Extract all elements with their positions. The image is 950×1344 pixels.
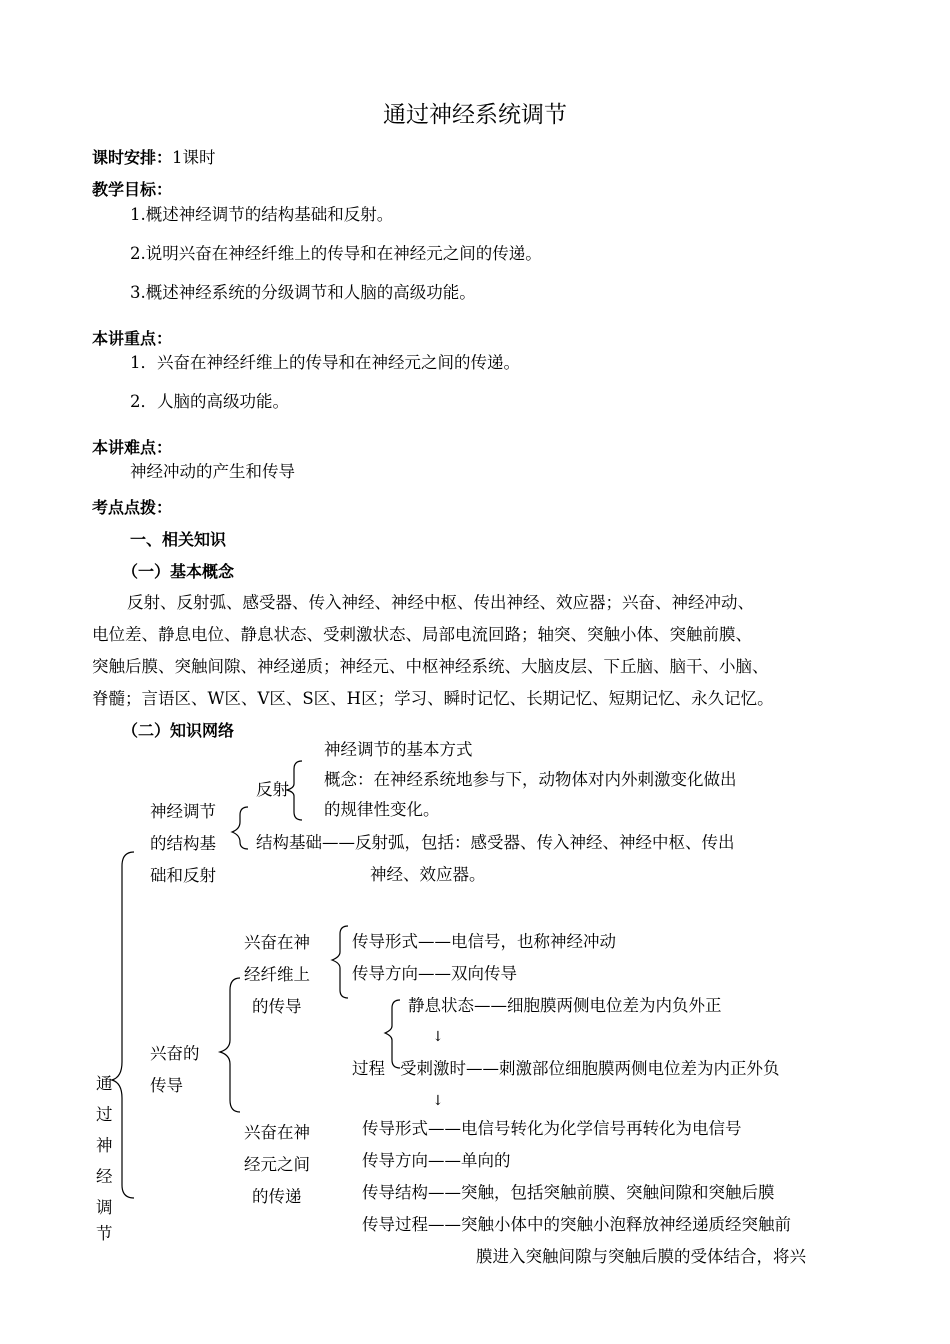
subsection-heading: （二）知识网络 [122, 721, 235, 740]
branch1-label: 神经调节 [150, 802, 216, 821]
objective-item: 1.概述神经调节的结构基础和反射。 [130, 205, 394, 224]
concepts-line: 电位差、静息电位、静息状态、受刺激状态、局部电流回路；轴突、突触小体、突触前膜、 [92, 625, 752, 644]
objective-item: 3.概述神经系统的分级调节和人脑的高级功能。 [130, 283, 476, 302]
neuron-label: 兴奋在神 [244, 1123, 310, 1142]
neuron-form-text: 传导形式——电信号转化为化学信号再转化为电信号 [362, 1119, 742, 1138]
branch2-label: 兴奋的 [150, 1044, 200, 1063]
reflex-brace [287, 761, 302, 820]
objective-item: 2.说明兴奋在神经纤维上的传导和在神经元之间的传递。 [130, 244, 542, 263]
structure-text: 结构基础——反射弧，包括：感受器、传入神经、神经中枢、传出 [256, 833, 735, 852]
branch1-label: 础和反射 [150, 866, 216, 885]
root-char-cut: 节 [96, 1224, 113, 1243]
concept-text: 概念：在神经系统地参与下，动物体对内外刺激变化做出 [324, 770, 737, 789]
branch2-brace [220, 978, 240, 1112]
branch1-brace [232, 807, 248, 849]
concepts-line: 反射、反射弧、感受器、传入神经、神经中枢、传出神经、效应器；兴奋、神经冲动、 [127, 593, 754, 612]
neuron-direction-text: 传导方向——单向的 [362, 1151, 511, 1170]
structure-text: 神经、效应器。 [370, 865, 486, 884]
process-brace [385, 1000, 400, 1068]
root-char: 神 [96, 1136, 113, 1155]
stimulated-text: 受刺激时——刺激部位细胞膜两侧电位差为内正外负 [400, 1059, 780, 1078]
objectives-label: 教学目标： [92, 180, 173, 199]
key-point-item: 2．人脑的高级功能。 [130, 392, 289, 411]
neuron-structure-text: 传导结构——突触，包括突触前膜、突触间隙和突触后膜 [362, 1183, 775, 1202]
fiber-direction-text: 传导方向——双向传导 [352, 964, 517, 983]
root-char: 调 [96, 1198, 113, 1217]
section-heading: 一、相关知识 [130, 530, 227, 549]
reflex-label: 反射 [256, 780, 289, 799]
concept-text: 的规律性变化。 [324, 800, 440, 819]
fiber-label: 经纤维上 [244, 965, 310, 984]
schedule-value: 1课时 [172, 148, 216, 167]
neuron-label: 经元之间 [244, 1155, 310, 1174]
concepts-line: 突触后膜、突触间隙、神经递质；神经元、中枢神经系统、大脑皮层、下丘脑、脑干、小脑、 [92, 657, 769, 676]
neuron-process-text: 传导过程——突触小体中的突触小泡释放神经递质经突触前 [362, 1215, 791, 1234]
concepts-line: 脊髓；言语区、W区、V区、S区、H区；学习、瞬时记忆、长期记忆、短期记忆、永久记忆。 [92, 689, 774, 708]
subsection-heading: （一）基本概念 [122, 562, 235, 581]
neuron-label: 的传递 [252, 1187, 302, 1206]
difficulty-text: 神经冲动的产生和传导 [130, 462, 295, 481]
rest-state-text: 静息状态——细胞膜两侧电位差为内负外正 [408, 996, 722, 1015]
branch1-label: 的结构基 [150, 834, 216, 853]
fiber-label: 兴奋在神 [244, 933, 310, 952]
branch2-label: 传导 [150, 1076, 183, 1095]
page-title: 通过神经系统调节 [383, 102, 567, 128]
root-char: 经 [96, 1167, 113, 1186]
fiber-form-text: 传导形式——电信号，也称神经冲动 [352, 932, 616, 951]
neuron-process-text: 膜进入突触间隙与突触后膜的受体结合，将兴 [476, 1247, 806, 1266]
schedule-label: 课时安排： [92, 148, 173, 167]
down-arrow-icon: ↓ [432, 1029, 444, 1045]
basic-mode-text: 神经调节的基本方式 [324, 740, 473, 759]
exam-label: 考点点拨： [92, 498, 173, 517]
root-char: 过 [96, 1105, 113, 1124]
process-label: 过程 [352, 1059, 385, 1078]
key-points-label: 本讲重点： [92, 329, 173, 348]
difficulty-label: 本讲难点： [92, 438, 173, 457]
key-point-item: 1．兴奋在神经纤维上的传导和在神经元之间的传递。 [130, 353, 520, 372]
root-char: 通 [96, 1074, 113, 1093]
network-root [96, 1068, 116, 1223]
fiber-label: 的传导 [252, 997, 302, 1016]
fiber-brace [332, 926, 348, 998]
down-arrow-icon: ↓ [432, 1093, 444, 1109]
